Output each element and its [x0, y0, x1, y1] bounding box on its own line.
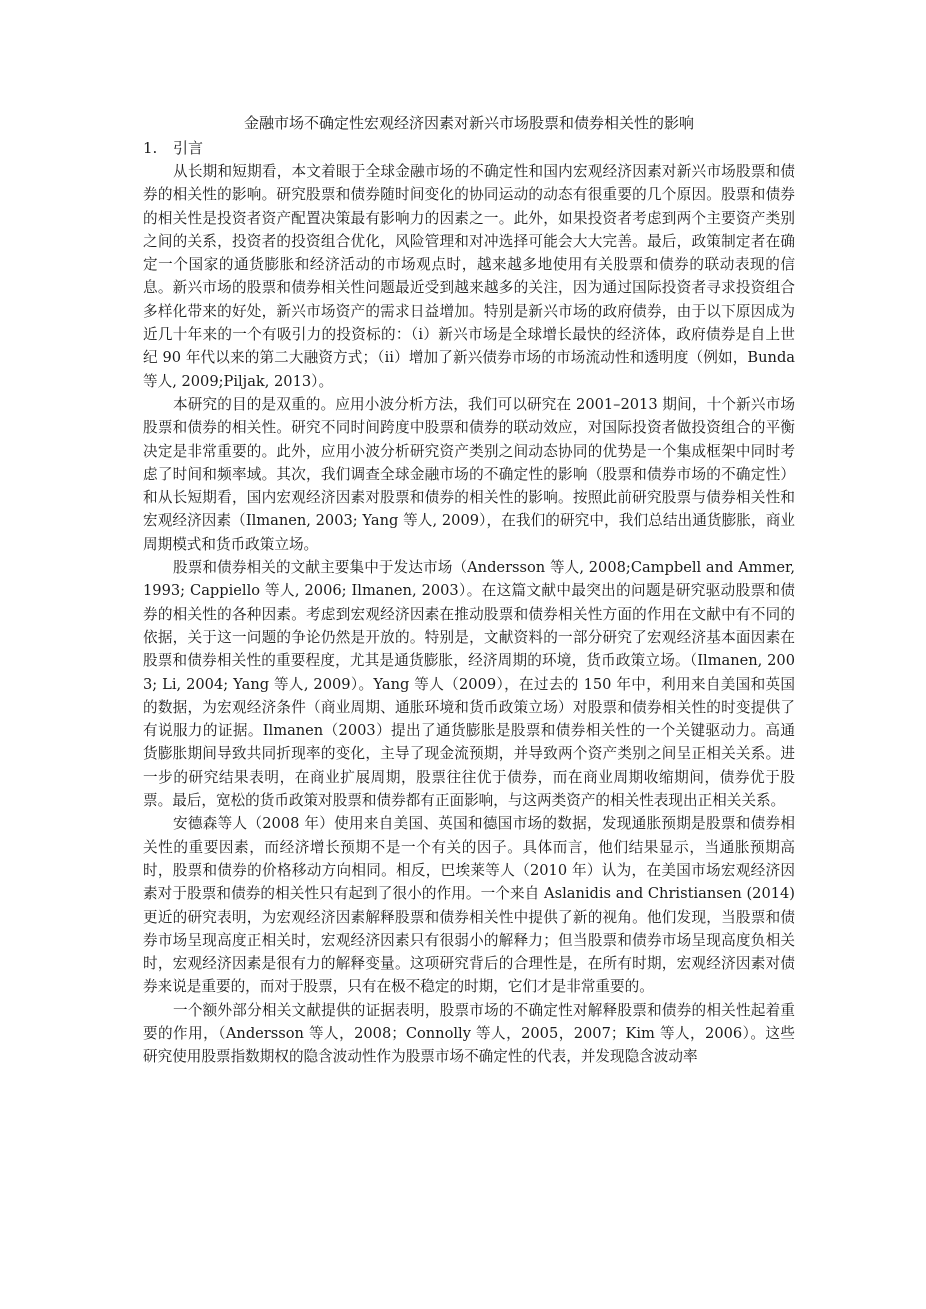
paragraph: 本研究的目的是双重的。应用小波分析方法，我们可以研究在 2001–2013 期间，十个新兴市场股票和债券的相关性。研究不同时间跨度中股票和债券的联动效应，对国际投资者做投资组合的平衡决定是非常重要的。此外，应用小波分析研究资产类别之间动态协同的优势是一个集成框架中同时考虑了时间和频率域。其次，我们调查全球金融市场的不确定性的影响（股票和债券市场的不确定性）和从长短期看，国内宏观经济因素对股票和债券的相关性的影响。按照此前研究股票与债券相关性和宏观经济因素（Ilmanen, 2003; Yang 等人, 2009），在我们的研究中，我们总结出通货膨胀，商业周期模式和货币政策立场。 — [143, 395, 795, 553]
section-title: 引言 — [173, 139, 204, 157]
document-title: 金融市场不确定性宏观经济因素对新兴市场股票和债券相关性的影响 — [243, 114, 694, 132]
paragraph: 一个额外部分相关文献提供的证据表明，股票市场的不确定性对解释股票和债券的相关性起着重要的作用，（Andersson 等人，2008；Connolly 等人，2005，2007；Kim 等人，2006）。这些研究使用股票指数期权的隐含波动性作为股票市场不确定性的代表，并发现隐含波动率 — [143, 1001, 795, 1066]
section-heading — [143, 137, 795, 160]
paragraph: 从长期和短期看，本文着眼于全球金融市场的不确定性和国内宏观经济因素对新兴市场股票和债券的相关性的影响。研究股票和债券随时间变化的协同运动的动态有很重要的几个原因。股票和债券的相关性是投资者资产配置决策最有影响力的因素之一。此外，如果投资者考虑到两个主要资产类别之间的关系，投资者的投资组合优化，风险管理和对冲选择可能会大大完善。最后，政策制定者在确定一个国家的通货膨胀和经济活动的市场观点时，越来越多地使用有关股票和债券的联动表现的信息。新兴市场的股票和债券相关性问题最近受到越来越多的关注，因为通过国际投资者寻求投资组合多样化带来的好处，新兴市场资产的需求日益增加。特别是新兴市场的政府债券，由于以下原因成为近几十年来的一个有吸引力的投资标的：（i）新兴市场是全球增长最快的经济体，政府债券是自上世纪 90 年代以来的第二大融资方式；（ii）增加了新兴债券市场的市场流动性和透明度（例如，Bunda 等人, 2009;Piljak, 2013）。 — [143, 163, 795, 390]
paragraph: 股票和债券相关的文献主要集中于发达市场（Andersson 等人, 2008;Campbell and Ammer, 1993; Cappiello 等人, 2006; Ilmanen, 2003）。在这篇文献中最突出的问题是研究驱动股票和债券的相关性的各种因素。考虑到宏观经济因素在推动股票和债券相关性方面的作用在文献中有不同的依据，关于这一问题的争论仍然是开放的。特别是，文献资料的一部分研究了宏观经济基本面因素在股票和债券相关性的重要程度，尤其是通货膨胀，经济周期的环境，货币政策立场。（Ilmanen, 2003; Li, 2004; Yang 等人, 2009）。Yang 等人（2009），在过去的 150 年中，利用来自美国和英国的数据，为宏观经济条件（商业周期、通胀环境和货币政策立场）对股票和债券相关性的时变提供了有说服力的证据。Ilmanen（2003）提出了通货膨胀是股票和债券相关性的一个关键驱动力。高通货膨胀期间导致共同折现率的变化，主导了现金流预期，并导致两个资产类别之间呈正相关关系。进一步的研究结果表明，在商业扩展周期，股票往往优于债券，而在商业周期收缩期间，债券优于股票。最后，宽松的货币政策对股票和债券都有正面影响，与这两类资产的相关性表现出正相关关系。 — [143, 559, 795, 810]
section-number: 1. — [143, 139, 158, 157]
document-body — [143, 112, 795, 1069]
paragraph: 安德森等人（2008 年）使用来自美国、英国和德国市场的数据，发现通胀预期是股票和债券相关性的重要因素，而经济增长预期不是一个有关的因子。具体而言，他们结果显示，当通胀预期高时，股票和债券的价格移动方向相同。相反，巴埃莱等人（2010 年）认为，在美国市场宏观经济因素对于股票和债券的相关性只有起到了很小的作用。一个来自 Aslanidis and Christiansen (2014)更近的研究表明，为宏观经济因素解释股票和债券相关性中提供了新的视角。他们发现，当股票和债券市场呈现高度正相关时，宏观经济因素只有很弱小的解释力；但当股票和债券市场呈现高度负相关时，宏观经济因素是很有力的解释变量。这项研究背后的合理性是，在所有时期，宏观经济因素对债券来说是重要的，而对于股票，只有在极不稳定的时期，它们才是非常重要的。 — [143, 815, 795, 996]
